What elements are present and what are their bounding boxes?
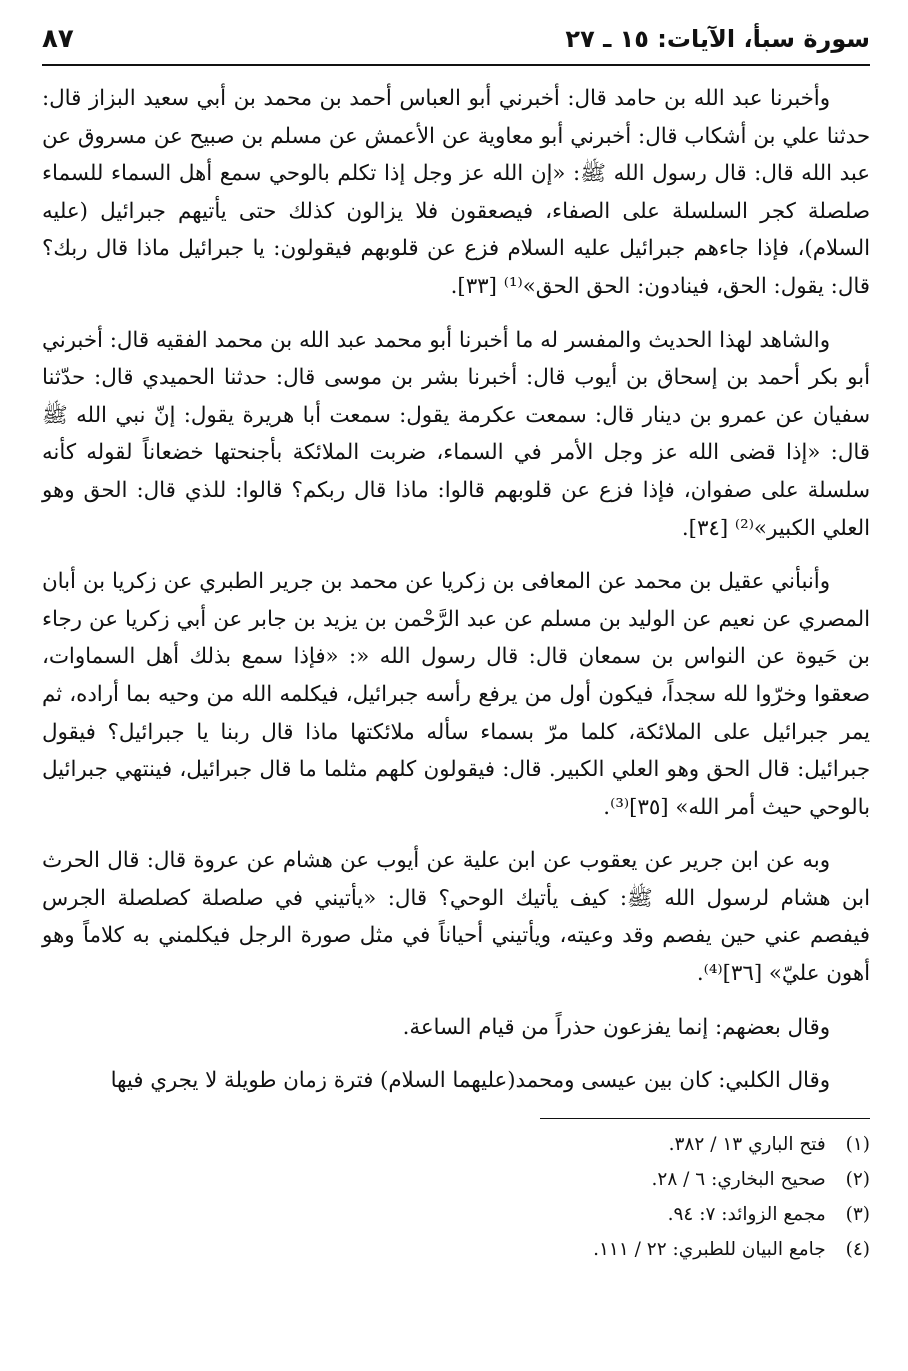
footnote: [42, 1232, 870, 1267]
paragraph: وأخبرنا عبد الله بن حامد قال: أخبرني أبو العباس أحمد بن محمد بن أبي سعيد البزاز قال: حدثنا علي بن أشكاب قال: أخبرني أبو معاوية عن الأعمش عن مسلم بن صبيح عن مسروق عن عبد الله قال: قال رسول الله ﷺ: «إن الله عز وجل إذا تكلم بالوحي سمع أهل السماء للسماء صلصلة كجر السلسلة على الصفاء، فيصعقون فلا يزالون كذلك حتى يأتيهم جبرائيل (عليه السلام)، فإذا جاءهم جبرائيل عليه السلام فزع عن قلوبهم فيقولون: يا جبرائيل ماذا قال ربك؟ قال: يقول: الحق، فينادون: الحق الحق»⁽¹⁾ [٣٣].: [42, 86, 870, 299]
footnote-divider: [540, 1118, 870, 1119]
footnote-text: صحيح البخاري: ٦ / ٢٨.: [651, 1169, 826, 1190]
footnote-number: (١): [845, 1134, 870, 1155]
footnote: [42, 1127, 870, 1162]
footnote-number: (٢): [845, 1169, 870, 1190]
paragraph: وبه عن ابن جرير عن يعقوب عن ابن علية عن أيوب عن هشام عن عروة قال: قال الحرث ابن هشام لرسول الله ﷺ: كيف يأتيك الوحي؟ قال: «يأتيني في صلصلة كصلصلة الجرس فيفصم عني حين يفصم وقد وعيته، ويأتيني أحياناً في مثل صورة الرجل فيكلمني به كلاماً وهو أهون عليّ» [٣٦]⁽⁴⁾.: [42, 848, 870, 987]
header-divider: [42, 64, 870, 66]
paragraph: وقال بعضهم: إنما يفزعون حذراً من قيام الساعة.: [402, 1014, 830, 1040]
paragraph: وقال الكلبي: كان بين عيسى ومحمد(عليهما السلام) فترة زمان طويلة لا يجري فيها: [110, 1068, 830, 1094]
paragraph: وأنبأني عقيل بن محمد عن المعافى بن زكريا عن محمد بن جرير الطبري عن زكريا بن أبان المصري عن نعيم عن الوليد بن مسلم عن عبد الرَّحْمن بن يزيد بن جابر عن أبي زكريا عن رجاء بن حَيوة عن النواس بن سمعان قال: قال رسول الله «: «فإذا سمع بذلك أهل السماوات، صعقوا وخرّوا لله سجداً، فيكون أول من يرفع رأسه جبرائيل، فيكلمه الله من وحيه بما أراده، ثم يمر جبرائيل على الملائكة، كلما مرّ بسماء سأله ملائكتها ماذا قال ربنا يا جبرائيل؟ فيقول جبرائيل: قال الحق وهو العلي الكبير. قال: فيقولون كلهم مثلما ما قال جبرائيل، فينتهي جبرائيل بالوحي حيث أمر الله» [٣٥]⁽³⁾.: [42, 569, 870, 820]
page-number: ٨٧: [42, 24, 74, 54]
footnotes: [42, 1118, 870, 1267]
footnote-text: مجمع الزوائد: ٧: ٩٤.: [667, 1204, 826, 1225]
footnote: [42, 1162, 870, 1197]
page-header: [42, 18, 870, 60]
main-text: [42, 80, 870, 1116]
footnote-text: جامع البيان للطبري: ٢٢ / ١١١.: [593, 1239, 826, 1260]
chapter-title: سورة سبأ، الآيات: ١٥ ـ ٢٧: [565, 25, 870, 53]
paragraph: والشاهد لهذا الحديث والمفسر له ما أخبرنا أبو محمد عبد الله بن محمد الفقيه قال: أخبرني أبو بكر أحمد بن إسحاق بن أيوب قال: أخبرنا بشر بن موسى قال: حدثنا الحميدي قال: حدّثنا سفيان عن عمرو بن دينار قال: سمعت عكرمة يقول: سمعت أبا هريرة يقول: إنّ نبي الله ﷺ قال: «إذا قضى الله عز وجل الأمر في السماء، ضربت الملائكة بأجنحتها خضعاناً لقوله كأنه سلسلة على صفوان، فإذا فزع عن قلوبهم قالوا: ماذا قال ربكم؟ قالوا: للذي قال: الحق وهو العلي الكبير»⁽²⁾ [٣٤].: [42, 327, 870, 541]
footnote-number: (٣): [845, 1204, 870, 1225]
footnote: [42, 1197, 870, 1232]
footnote-number: (٤): [845, 1239, 870, 1260]
footnote-text: فتح الباري ١٣ / ٣٨٢.: [668, 1134, 826, 1155]
